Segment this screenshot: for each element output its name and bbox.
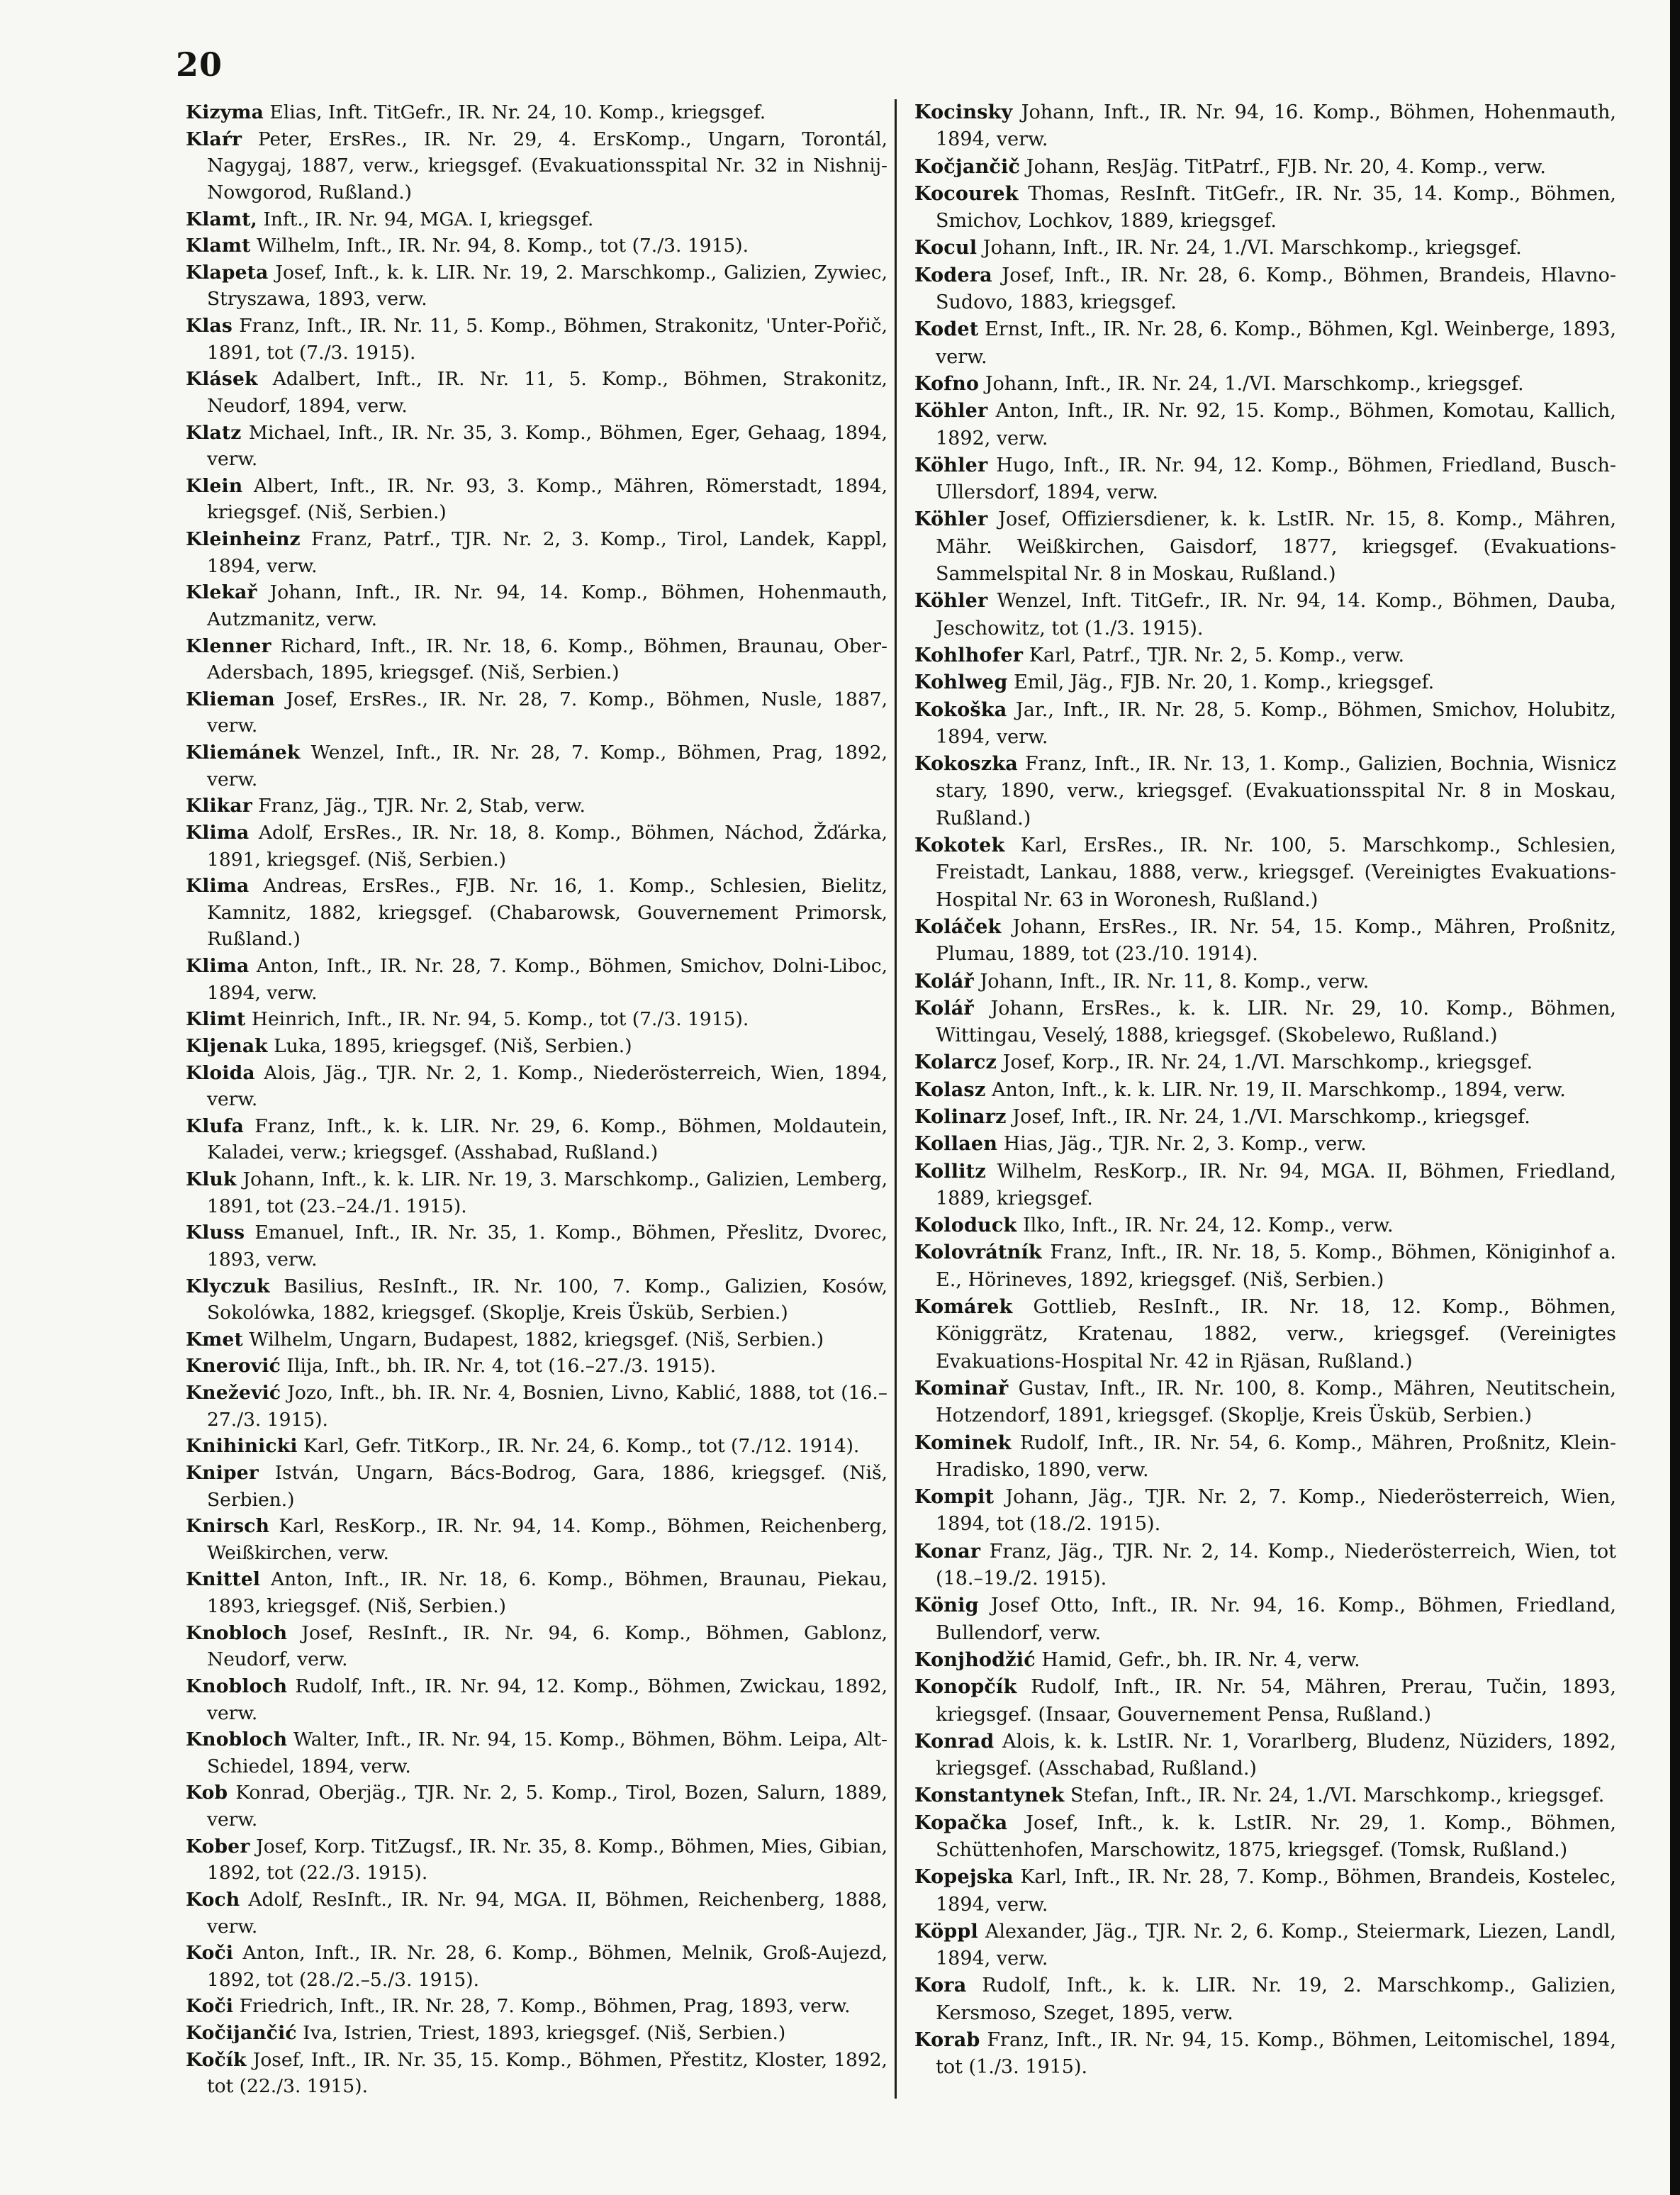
entry-surname: Kolarcz [914,1051,997,1074]
entry-details: Adolf, ErsRes., IR. Nr. 18, 8. Komp., Böhmen, Náchod, Žďárka, 1891, kriegsgef. (Niš, Serbien.) [207,821,887,871]
column-left [186,99,887,2100]
entry-details: Josef, Inft., IR. Nr. 35, 15. Komp., Böhmen, Přestitz, Kloster, 1892, tot (22./3. 1915). [207,2048,887,2098]
entry-details: Heinrich, Inft., IR. Nr. 94, 5. Komp., tot (7./3. 1915). [245,1008,749,1031]
entry-details: Johann, ErsRes., IR. Nr. 54, 15. Komp., Mähren, Proßnitz, Plumau, 1889, tot (23./10. 1914). [936,915,1616,966]
register-entry [914,1239,1616,1294]
entry-details: Josef, Korp. TitZugsf., IR. Nr. 35, 8. Komp., Böhmen, Mies, Gibian, 1892, tot (22./3. 1915). [207,1835,887,1884]
register-entry [914,1294,1616,1375]
entry-surname: Klufa [186,1115,244,1137]
entry-details: Franz, Jäg., TJR. Nr. 2, Stab, verw. [252,795,586,817]
entry-surname: Kolář [914,970,974,993]
entry-details: Basilius, ResInft., IR. Nr. 100, 7. Komp., Galizien, Kosów, Sokolówka, 1882, kriegsgef. (Skoplje, Kreis Üsküb, Serbien.) [207,1275,887,1324]
entry-surname: König [914,1594,979,1617]
register-entry [186,1460,887,1513]
entry-details: Peter, ErsRes., IR. Nr. 29, 4. ErsKomp., Ungarn, Torontál, Nagygaj, 1887, verw., kriegsgef. (Evakuationsspital Nr. 32 in Nishnij-Nowgorod, Rußland.) [207,128,887,203]
entry-details: Anton, Inft., k. k. LIR. Nr. 19, II. Marschkomp., 1894, verw. [985,1078,1566,1101]
register-entry [186,420,887,473]
register-entry [914,235,1616,262]
register-entry [186,259,887,313]
register-entry [914,506,1616,588]
register-entry [186,1726,887,1780]
register-entry [186,1833,887,1887]
register-entry [914,1918,1616,1973]
entry-surname: Kolinarz [914,1105,1007,1128]
register-entry [186,313,887,366]
entry-surname: Kominař [914,1377,1009,1400]
register-entry [186,686,887,739]
register-entry [914,154,1616,181]
register-entry [186,1513,887,1566]
entry-surname: Kleinheinz [186,528,301,550]
entry-surname: Klima [186,821,250,844]
column-divider [895,99,897,2099]
entry-surname: Kočjančič [914,155,1021,178]
entry-surname: Kokotek [914,834,1005,857]
entry-details: Josef, ErsRes., IR. Nr. 28, 7. Komp., Böhmen, Nusle, 1887, verw. [207,688,887,737]
entry-details: Karl, Gefr. TitKorp., IR. Nr. 24, 6. Komp., tot (7./12. 1914). [297,1435,860,1458]
register-entry [186,633,887,686]
register-entry [914,1077,1616,1104]
entry-surname: Koch [186,1888,240,1911]
entry-surname: Kluk [186,1168,237,1190]
register-entry [186,1673,887,1726]
entry-surname: Klas [186,315,233,337]
entry-surname: Kluss [186,1222,245,1244]
register-entry [914,1212,1616,1239]
register-entry [186,820,887,873]
entry-surname: Kolasz [914,1078,986,1101]
entry-details: Anton, Inft., IR. Nr. 28, 7. Komp., Böhmen, Smichov, Dolni-Liboc, 1894, verw. [207,955,887,1004]
entry-surname: Kocinsky [914,101,1013,123]
entry-details: Johann, Inft., IR. Nr. 11, 8. Komp., verw. [973,970,1370,993]
entry-surname: Kompit [914,1486,995,1509]
entry-details: Elias, Inft. TitGefr., IR. Nr. 24, 10. Komp., kriegsgef. [263,101,766,123]
entry-surname: Kliemánek [186,742,301,764]
entry-details: Albert, Inft., IR. Nr. 93, 3. Komp., Mähren, Römerstadt, 1894, kriegsgef. (Niš, Serbien.) [207,474,887,524]
entry-surname: Kizyma [186,101,264,123]
entry-surname: Konrad [914,1730,995,1753]
entry-surname: Knittel [186,1568,261,1591]
register-entry [186,1940,887,1993]
entry-details: Jar., Inft., IR. Nr. 28, 5. Komp., Böhmen, Smichov, Holubitz, 1894, verw. [936,698,1616,748]
entry-details: Iva, Istrien, Triest, 1893, kriegsgef. (Niš, Serbien.) [296,2022,786,2044]
entry-surname: Klieman [186,688,275,710]
register-entry [914,1647,1616,1674]
entry-surname: Kora [914,1975,967,1997]
entry-details: Rudolf, Inft., IR. Nr. 54, 6. Komp., Mähren, Proßnitz, Klein-Hradisko, 1890, verw. [936,1431,1616,1481]
entry-surname: Kohlweg [914,671,1008,694]
entry-details: Franz, Inft., IR. Nr. 13, 1. Komp., Galizien, Bochnia, Wisnicz stary, 1890, verw., kriegsgef. (Evakuationsspital Nr. 8 in Moskau, Rußland.) [936,753,1616,830]
register-entry [914,832,1616,914]
entry-surname: Kocul [914,237,978,259]
register-entry [186,579,887,632]
entry-details: Franz, Patrf., TJR. Nr. 2, 3. Komp., Tirol, Landek, Kappl, 1894, verw. [207,528,887,577]
register-entry [186,1993,887,2020]
entry-details: Wilhelm, Inft., IR. Nr. 94, 8. Komp., tot (7./3. 1915). [250,235,749,257]
register-entry [914,262,1616,317]
register-entry [186,2047,887,2100]
entry-details: Walter, Inft., IR. Nr. 94, 15. Komp., Böhmen, Böhm. Leipa, Alt-Schiedel, 1894, verw. [207,1728,887,1777]
entry-details: Franz, Jäg., TJR. Nr. 2, 14. Komp., Niederösterreich, Wien, tot (18.–19./2. 1915). [936,1540,1616,1590]
entry-details: Franz, Inft., IR. Nr. 18, 5. Komp., Böhmen, Königinhof a. E., Hörineves, 1892, kriegsgef. (Niš, Serbien.) [936,1241,1616,1291]
entry-surname: Knobloch [186,1621,288,1644]
register-entry [914,1104,1616,1131]
entry-surname: Kober [186,1835,250,1858]
register-entry [186,1033,887,1060]
entry-surname: Konstantynek [914,1785,1065,1807]
register-entry [186,526,887,579]
register-entry [186,1219,887,1273]
register-entry [186,99,887,126]
register-entry [186,1113,887,1166]
entry-surname: Kolář [914,997,974,1020]
register-entry [914,2027,1616,2082]
register-entry [914,1049,1616,1076]
entry-details: Johann, ResJäg. TitPatrf., FJB. Nr. 20, 4. Komp., verw. [1020,155,1546,178]
entry-surname: Klimt [186,1008,246,1031]
register-entry [186,473,887,526]
entry-details: Gustav, Inft., IR. Nr. 100, 8. Komp., Mähren, Neutitschein, Hotzendorf, 1891, kriegsgef. (Skoplje, Kreis Üsküb, Serbien.) [936,1377,1616,1427]
entry-surname: Kopejska [914,1866,1014,1889]
entry-surname: Klikar [186,795,252,817]
entry-surname: Knihinicki [186,1435,298,1458]
entry-surname: Köhler [914,590,988,613]
entry-surname: Kodera [914,264,992,286]
entry-surname: Koloduck [914,1214,1017,1237]
entry-details: Anton, Inft., IR. Nr. 28, 6. Komp., Böhmen, Melnik, Groß-Aujezd, 1892, tot (28./2.–5./3. 1915). [207,1942,887,1991]
register-entry [914,1592,1616,1647]
register-entry [914,316,1616,371]
register-entry [914,1430,1616,1485]
entry-details: István, Ungarn, Bács-Bodrog, Gara, 1886, kriegsgef. (Niš, Serbien.) [207,1461,887,1511]
entry-surname: Kollaen [914,1133,998,1156]
entry-details: Richard, Inft., IR. Nr. 18, 6. Komp., Böhmen, Braunau, Ober-Adersbach, 1895, kriegsgef. (Niš, Serbien.) [207,635,887,684]
entry-surname: Klaŕr [186,128,242,150]
entry-details: Johann, Inft., IR. Nr. 94, 14. Komp., Böhmen, Hohenmauth, Autzmanitz, verw. [207,581,887,630]
register-entry [914,1810,1616,1865]
entry-details: Wenzel, Inft. TitGefr., IR. Nr. 94, 14. Komp., Böhmen, Dauba, Jeschowitz, tot (1./3. 1915). [936,590,1616,639]
entry-details: Josef, ResInft., IR. Nr. 94, 6. Komp., Böhmen, Gablonz, Neudorf, verw. [207,1621,887,1671]
entry-surname: Knobloch [186,1728,288,1751]
entry-surname: Köhler [914,400,988,423]
entry-details: Johann, Inft., k. k. LIR. Nr. 19, 3. Marschkomp., Galizien, Lemberg, 1891, tot (23.–24./1. 1915). [207,1168,887,1217]
entry-details: Josef, Inft., k. k. LstIR. Nr. 29, 1. Komp., Böhmen, Schüttenhofen, Marschowitz, 1875, kriegsgef. (Tomsk, Rußland.) [936,1811,1616,1861]
entry-details: Hamid, Gefr., bh. IR. Nr. 4, verw. [1035,1648,1360,1671]
register-entry [914,669,1616,696]
entry-details: Emanuel, Inft., IR. Nr. 35, 1. Komp., Böhmen, Přeslitz, Dvorec, 1893, verw. [207,1222,887,1270]
register-entry [186,1780,887,1833]
entry-details: Karl, ErsRes., IR. Nr. 100, 5. Marschkomp., Schlesien, Freistadt, Lankau, 1888, verw., kriegsgef. (Vereinigtes Evakuations-Hospital Nr. 63 in Woronesh, Rußland.) [936,834,1616,911]
entry-surname: Kohlhofer [914,644,1024,666]
register-entry [914,588,1616,642]
entry-details: Jozo, Inft., bh. IR. Nr. 4, Bosnien, Livno, Kablić, 1888, tot (16.–27./3. 1915). [207,1382,887,1431]
entry-surname: Köppl [914,1920,978,1943]
register-entry [186,1566,887,1619]
register-entry [914,99,1616,154]
entry-details: Wilhelm, Ungarn, Budapest, 1882, kriegsgef. (Niš, Serbien.) [242,1328,824,1351]
entry-surname: Korab [914,2029,980,2052]
entry-details: Alexander, Jäg., TJR. Nr. 2, 6. Komp., Steiermark, Liezen, Landl, 1894, verw. [936,1920,1616,1970]
entry-surname: Klapeta [186,261,269,284]
register-entry [914,1728,1616,1783]
register-entry [186,953,887,1006]
entry-details: Johann, ErsRes., k. k. LIR. Nr. 29, 10. Komp., Böhmen, Wittingau, Veselý, 1888, kriegsgef. (Skobelewo, Rußland.) [936,997,1616,1047]
entry-details: Karl, Inft., IR. Nr. 28, 7. Komp., Böhmen, Brandeis, Kostelec, 1894, verw. [936,1866,1616,1916]
entry-details: Josef, Inft., IR. Nr. 24, 1./VI. Marschkomp., kriegsgef. [1006,1105,1530,1128]
entry-surname: Konopčík [914,1676,1017,1699]
entry-details: Alois, Jäg., TJR. Nr. 2, 1. Komp., Niederösterreich, Wien, 1894, verw. [207,1061,887,1111]
register-entry [914,1782,1616,1809]
entry-details: Gottlieb, ResInft., IR. Nr. 18, 12. Komp., Böhmen, Königgrätz, Kratenau, 1882, verw., kriegsgef. (Vereinigtes Evakuations-Hospital Nr. 42 in Rjäsan, Rußland.) [936,1296,1616,1373]
entry-details: Hugo, Inft., IR. Nr. 94, 12. Komp., Böhmen, Friedland, Busch-Ullersdorf, 1894, verw. [936,454,1616,504]
register-entry [914,1484,1616,1538]
entry-surname: Klekař [186,581,257,604]
entry-surname: Kopačka [914,1811,1008,1834]
register-entry [914,1972,1616,2027]
entry-surname: Kočijančić [186,2022,297,2044]
entry-surname: Koči [186,1942,234,1965]
register-entry [914,1674,1616,1728]
entry-surname: Kollitz [914,1160,986,1183]
entry-details: Emil, Jäg., FJB. Nr. 20, 1. Komp., kriegsgef. [1007,671,1435,694]
entry-details: Alois, k. k. LstIR. Nr. 1, Vorarlberg, Bludenz, Nüziders, 1892, kriegsgef. (Asschabad, Rußland.) [936,1730,1616,1780]
entry-surname: Kokoszka [914,753,1018,776]
register-entry [186,206,887,233]
entry-details: Stefan, Inft., IR. Nr. 24, 1./VI. Marschkomp., kriegsgef. [1064,1785,1605,1807]
entry-surname: Klima [186,875,250,898]
entry-details: Adolf, ResInft., IR. Nr. 94, MGA. II, Böhmen, Reichenberg, 1888, verw. [207,1888,887,1938]
entry-details: Thomas, ResInft. TitGefr., IR. Nr. 35, 14. Komp., Böhmen, Smichov, Lochkov, 1889, kriegsgef. [936,182,1616,233]
register-entry [186,873,887,953]
entry-details: Karl, Patrf., TJR. Nr. 2, 5. Komp., verw. [1023,644,1405,666]
register-entry [914,371,1616,398]
entry-details: Luka, 1895, kriegsgef. (Niš, Serbien.) [267,1034,632,1057]
entry-surname: Kniper [186,1461,259,1484]
entry-details: Josef, Inft., k. k. LIR. Nr. 19, 2. Marschkomp., Galizien, Zywiec, Stryszawa, 1893, verw. [207,261,887,311]
entry-surname: Kofno [914,372,980,395]
register-entry [186,366,887,419]
register-entry [186,1166,887,1219]
entry-surname: Klásek [186,368,258,391]
entry-details: Johann, Inft., IR. Nr. 24, 1./VI. Marschkomp., kriegsgef. [979,372,1524,395]
entry-details: Inft., IR. Nr. 94, MGA. I, kriegsgef. [257,208,594,230]
entry-details: Michael, Inft., IR. Nr. 35, 3. Komp., Böhmen, Eger, Gehaag, 1894, verw. [207,421,887,471]
register-entry [186,126,887,206]
register-entry [186,1353,887,1380]
entry-surname: Köhler [914,454,988,476]
entry-details: Rudolf, Inft., IR. Nr. 54, Mähren, Prerau, Tučin, 1893, kriegsgef. (Insaar, Gouvernement Pensa, Rußland.) [936,1676,1616,1726]
register-entry [914,1158,1616,1213]
entry-details: Rudolf, Inft., k. k. LIR. Nr. 19, 2. Marschkomp., Galizien, Kersmoso, Szeget, 1895, verw. [936,1975,1616,2024]
entry-details: Johann, Jäg., TJR. Nr. 2, 7. Komp., Niederösterreich, Wien, 1894, tot (18./2. 1915). [936,1486,1616,1536]
entry-surname: Klamt [186,235,251,257]
entry-details: Franz, Inft., k. k. LIR. Nr. 29, 6. Komp., Böhmen, Moldautein, Kaladei, verw.; kriegsgef. (Asshabad, Rußland.) [207,1115,887,1164]
register-entry [914,1131,1616,1158]
entry-surname: Koči [186,1995,234,2018]
entry-surname: Kljenak [186,1034,268,1057]
entry-details: Konrad, Oberjäg., TJR. Nr. 2, 5. Komp., Tirol, Bozen, Salurn, 1889, verw. [207,1782,887,1831]
entry-surname: Kominek [914,1431,1012,1454]
entry-surname: Kmet [186,1328,243,1351]
entry-surname: Konjhodžić [914,1648,1036,1671]
entry-surname: Klima [186,955,250,977]
entry-details: Ilija, Inft., bh. IR. Nr. 4, tot (16.–27./3. 1915). [281,1355,717,1378]
register-entry [186,739,887,793]
entry-details: Wenzel, Inft., IR. Nr. 28, 7. Komp., Böhmen, Prag, 1892, verw. [207,742,887,791]
entry-details: Wilhelm, ResKorp., IR. Nr. 94, MGA. II, Böhmen, Friedland, 1889, kriegsgef. [936,1160,1616,1210]
register-entry [186,1060,887,1113]
register-entry [914,452,1616,507]
entry-details: Anton, Inft., IR. Nr. 18, 6. Komp., Böhmen, Braunau, Piekau, 1893, kriegsgef. (Niš, Serbien.) [207,1568,887,1617]
entry-surname: Koláček [914,915,1002,938]
entry-surname: Kob [186,1782,228,1804]
entry-surname: Knobloch [186,1675,288,1697]
entry-surname: Komárek [914,1296,1013,1319]
register-entry [186,1380,887,1433]
register-entry [186,793,887,820]
register-entry [914,968,1616,995]
entry-details: Anton, Inft., IR. Nr. 92, 15. Komp., Böhmen, Komotau, Kallich, 1892, verw. [936,400,1616,449]
entry-details: Adalbert, Inft., IR. Nr. 11, 5. Komp., Böhmen, Strakonitz, Neudorf, 1894, verw. [207,368,887,417]
entry-surname: Kodet [914,318,979,341]
entry-surname: Knerović [186,1355,281,1378]
register-entry [914,751,1616,832]
register-entry [914,995,1616,1050]
register-entry [914,1538,1616,1593]
scan-border [1670,0,1680,2195]
entry-details: Hias, Jäg., TJR. Nr. 2, 3. Komp., verw. [997,1133,1367,1156]
register-entry [186,1006,887,1033]
register-entry [914,642,1616,669]
entry-surname: Klamt, [186,208,257,230]
register-entry [186,1620,887,1673]
entry-surname: Kolovrátník [914,1241,1042,1264]
entry-surname: Kloida [186,1061,255,1084]
entry-details: Josef, Inft., IR. Nr. 28, 6. Komp., Böhmen, Brandeis, Hlavno-Sudovo, 1883, kriegsgef. [936,264,1616,314]
entry-details: Franz, Inft., IR. Nr. 11, 5. Komp., Böhmen, Strakonitz, 'Unter-Pořič, 1891, tot (7./3. 1915). [207,315,887,364]
entry-details: Josef, Korp., IR. Nr. 24, 1./VI. Marschkomp., kriegsgef. [997,1051,1533,1074]
entry-surname: Klenner [186,635,271,657]
entry-details: Josef Otto, Inft., IR. Nr. 94, 16. Komp., Böhmen, Friedland, Bullendorf, verw. [936,1594,1616,1644]
register-entry [186,1327,887,1353]
register-entry [914,1375,1616,1430]
entry-details: Josef, Offiziersdiener, k. k. LstIR. Nr. 15, 8. Komp., Mähren, Mähr. Weißkirchen, Gaisdorf, 1877, kriegsgef. (Evakuations-Sammelspital Nr. 8 in Moskau, Rußland.) [936,508,1616,586]
register-entry [914,1864,1616,1918]
entry-surname: Konar [914,1540,981,1563]
entry-surname: Kokoška [914,698,1007,721]
register-entry [914,181,1616,235]
register-entry [914,697,1616,752]
entry-surname: Knežević [186,1382,281,1404]
entry-details: Rudolf, Inft., IR. Nr. 94, 12. Komp., Böhmen, Zwickau, 1892, verw. [207,1675,887,1724]
register-entry [186,1887,887,1940]
entry-details: Johann, Inft., IR. Nr. 24, 1./VI. Marschkomp., kriegsgef. [977,237,1522,259]
column-right [914,99,1616,2082]
entry-details: Andreas, ErsRes., FJB. Nr. 16, 1. Komp., Schlesien, Bielitz, Kamnitz, 1882, kriegsgef. (Chabarowsk, Gouvernement Primorsk, Rußland.) [207,875,887,951]
entry-surname: Knirsch [186,1515,270,1538]
register-entry [186,233,887,259]
entry-surname: Kocourek [914,182,1019,205]
page-number: 20 [176,45,223,84]
entry-details: Ilko, Inft., IR. Nr. 24, 12. Komp., verw. [1017,1214,1394,1237]
entry-surname: Klatz [186,421,242,444]
entry-details: Ernst, Inft., IR. Nr. 28, 6. Komp., Böhmen, Kgl. Weinberge, 1893, verw. [936,318,1616,368]
register-entry [186,2020,887,2047]
entry-surname: Klein [186,474,243,497]
entry-details: Franz, Inft., IR. Nr. 94, 15. Komp., Böhmen, Leitomischel, 1894, tot (1./3. 1915). [936,2029,1616,2079]
register-entry [186,1273,887,1327]
entry-surname: Kočík [186,2048,247,2071]
entry-details: Friedrich, Inft., IR. Nr. 28, 7. Komp., Böhmen, Prag, 1893, verw. [233,1995,851,2018]
register-entry [914,914,1616,968]
entry-surname: Klyczuk [186,1275,270,1297]
entry-details: Johann, Inft., IR. Nr. 94, 16. Komp., Böhmen, Hohenmauth, 1894, verw. [936,101,1616,151]
register-entry [186,1433,887,1460]
register-entry [914,398,1616,452]
entry-details: Karl, ResKorp., IR. Nr. 94, 14. Komp., Böhmen, Reichenberg, Weißkirchen, verw. [207,1515,887,1564]
entry-surname: Köhler [914,508,988,531]
